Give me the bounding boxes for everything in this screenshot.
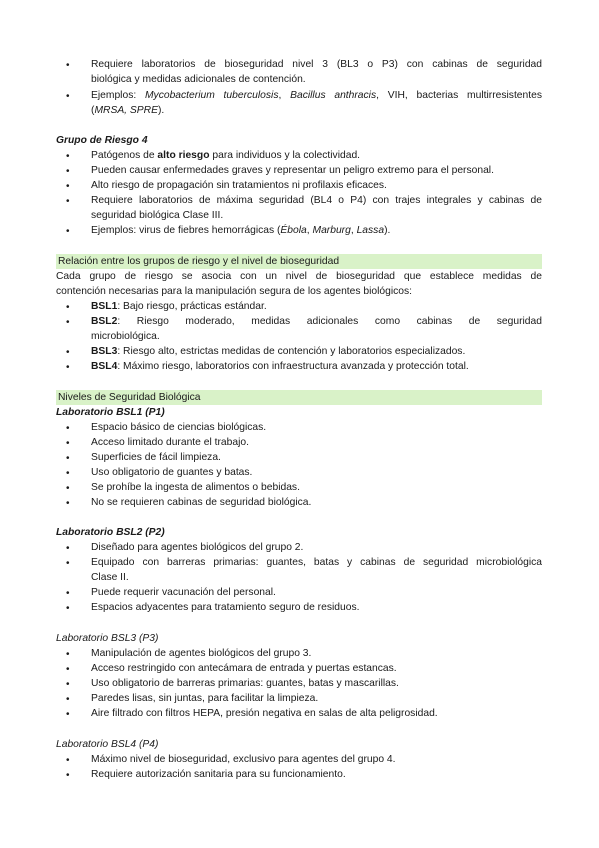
bullet-icon: • — [66, 468, 70, 479]
list-item: Superficies de fácil limpieza. — [91, 452, 221, 463]
list-item: Uso obligatorio de guantes y batas. — [91, 467, 253, 478]
bullet-icon: • — [66, 347, 70, 358]
list-item-text: Requiere laboratorios de bioseguridad nivel 3 (BL3 o P3) con cabinas de seguridad — [91, 59, 542, 70]
section-heading-group4: Grupo de Riesgo 4 — [56, 135, 148, 146]
bullet-icon: • — [66, 498, 70, 509]
paragraph-line: contención necesarias para la manipulación segura de los agentes biológicos: — [56, 286, 413, 297]
list-item-cont: Clase II. — [91, 572, 129, 583]
list-item: Diseñado para agentes biológicos del grupo 2. — [91, 542, 304, 553]
list-item: Alto riesgo de propagación sin tratamientos ni profilaxis eficaces. — [91, 180, 387, 191]
list-item-bsl4: BSL4: Máximo riesgo, laboratorios con infraestructura avanzada y protección total. — [91, 361, 469, 372]
list-item-bsl2-cont: microbiológica. — [91, 331, 160, 342]
list-item: Espacio básico de ciencias biológicas. — [91, 422, 267, 433]
bullet-icon: • — [66, 558, 70, 569]
bullet-icon: • — [66, 151, 70, 162]
list-item: Equipado con barreras primarias: guantes, batas y cabinas de seguridad microbiológica — [91, 557, 542, 568]
list-item-examples-cont: (MRSA, SPRE). — [91, 105, 165, 116]
list-item: Requiere autorización sanitaria para su funcionamiento. — [91, 769, 346, 780]
list-item-cont: seguridad biológica Clase III. — [91, 210, 224, 221]
bullet-icon: • — [66, 709, 70, 720]
bullet-icon: • — [66, 302, 70, 313]
list-item: Uso obligatorio de barreras primarias: guantes, batas y mascarillas. — [91, 678, 399, 689]
list-item: Paredes lisas, sin juntas, para facilitar la limpieza. — [91, 693, 319, 704]
list-item: Manipulación de agentes biológicos del grupo 3. — [91, 648, 312, 659]
bullet-icon: • — [66, 755, 70, 766]
bullet-icon: • — [66, 453, 70, 464]
list-item: Ejemplos: virus de fiebres hemorrágicas (Ébola, Marburg, Lassa). — [91, 225, 391, 236]
list-item: Espacios adyacentes para tratamiento seguro de residuos. — [91, 602, 360, 613]
bullet-icon: • — [66, 196, 70, 207]
bullet-icon: • — [66, 60, 70, 71]
bullet-icon: • — [66, 543, 70, 554]
subsection-title-bsl4: Laboratorio BSL4 (P4) — [56, 739, 159, 750]
list-item: Aire filtrado con filtros HEPA, presión negativa en salas de alta peligrosidad. — [91, 708, 438, 719]
subsection-title-bsl3: Laboratorio BSL3 (P3) — [56, 633, 159, 644]
list-item: Se prohíbe la ingesta de alimentos o bebidas. — [91, 482, 300, 493]
list-item-bsl1: BSL1: Bajo riesgo, prácticas estándar. — [91, 301, 267, 312]
list-item: Pueden causar enfermedades graves y representar un peligro extremo para el personal. — [91, 165, 494, 176]
list-item: Acceso limitado durante el trabajo. — [91, 437, 249, 448]
bullet-icon: • — [66, 664, 70, 675]
list-item: Patógenos de alto riesgo para individuos y la colectividad. — [91, 150, 361, 161]
list-item: Acceso restringido con antecámara de entrada y puertas estancas. — [91, 663, 397, 674]
bullet-icon: • — [66, 438, 70, 449]
section-heading-relation: Relación entre los grupos de riesgo y el nivel de bioseguridad — [58, 256, 340, 267]
bullet-icon: • — [66, 694, 70, 705]
section-heading-levels: Niveles de Seguridad Biológica — [58, 392, 201, 403]
list-item: No se requieren cabinas de seguridad biológica. — [91, 497, 312, 508]
bullet-icon: • — [66, 679, 70, 690]
bullet-icon: • — [66, 166, 70, 177]
list-item: Puede requerir vacunación del personal. — [91, 587, 276, 598]
paragraph-line: Cada grupo de riesgo se asocia con un nivel de bioseguridad que establece medidas de — [56, 271, 542, 282]
bullet-icon: • — [66, 181, 70, 192]
subsection-title-bsl1: Laboratorio BSL1 (P1) — [56, 407, 165, 418]
bullet-icon: • — [66, 91, 70, 102]
subsection-title-bsl2: Laboratorio BSL2 (P2) — [56, 527, 165, 538]
list-item: Máximo nivel de bioseguridad, exclusivo para agentes del grupo 4. — [91, 754, 396, 765]
bullet-icon: • — [66, 649, 70, 660]
list-item-bsl2: BSL2: Riesgo moderado, medidas adicionales como cabinas de seguridad — [91, 316, 542, 327]
list-item-examples: Ejemplos: Mycobacterium tuberculosis, Bacillus anthracis, VIH, bacterias multirresistentes — [91, 90, 542, 101]
bullet-icon: • — [66, 603, 70, 614]
bullet-icon: • — [66, 770, 70, 781]
list-item-bsl3: BSL3: Riesgo alto, estrictas medidas de contención y laboratorios especializados. — [91, 346, 466, 357]
bullet-icon: • — [66, 226, 70, 237]
bullet-icon: • — [66, 423, 70, 434]
bullet-icon: • — [66, 483, 70, 494]
bullet-icon: • — [66, 588, 70, 599]
list-item-text: biológica y medidas adicionales de contención. — [91, 74, 306, 85]
list-item: Requiere laboratorios de máxima seguridad (BL4 o P4) con trajes integrales y cabinas de — [91, 195, 542, 206]
bullet-icon: • — [66, 317, 70, 328]
bullet-icon: • — [66, 362, 70, 373]
